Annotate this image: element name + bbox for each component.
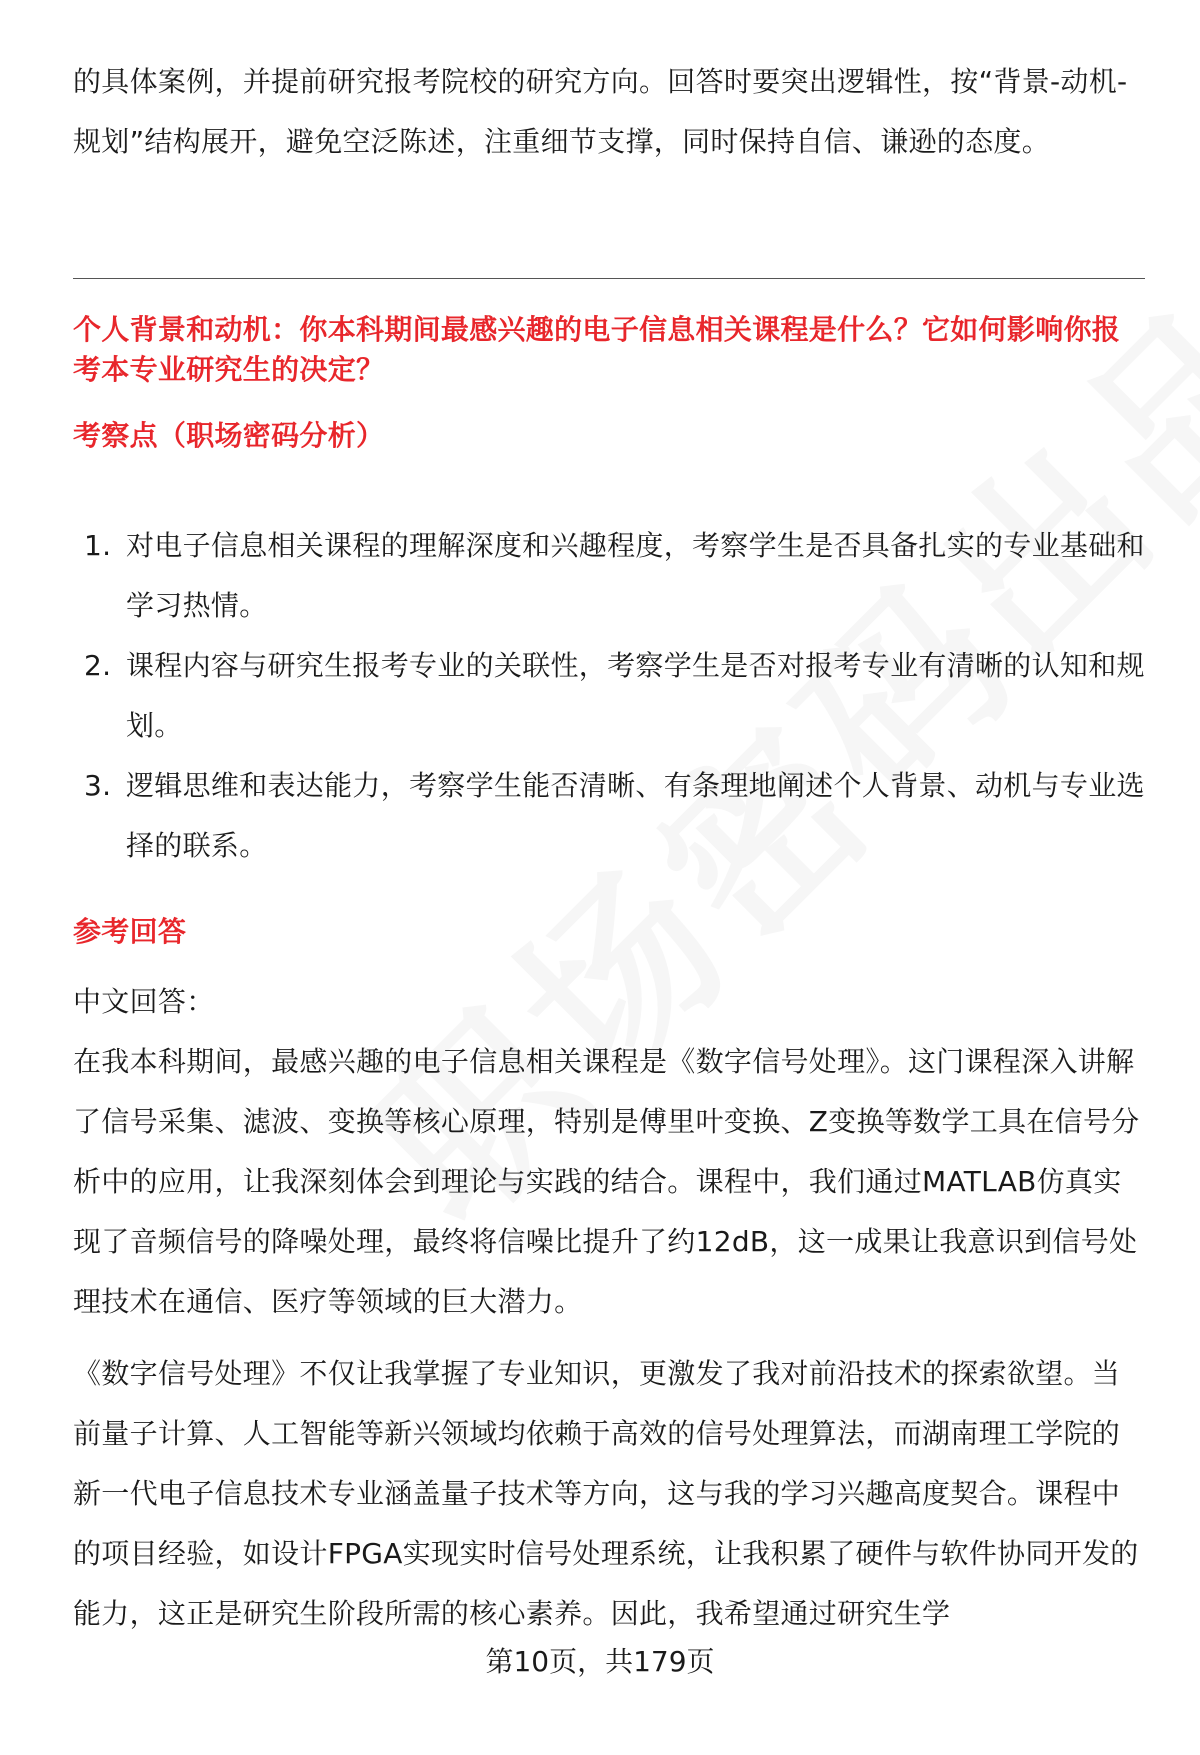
answer-paragraph-1: 在我本科期间，最感兴趣的电子信息相关课程是《数字信号处理》。这门课程深入讲解了信号采集、滤波、变换等核心原理，特别是傅里叶变换、Z变换等数学工具在信号分析中的应用，让我深刻体会到理论与实践的结合。课程中，我们通过MATLAB仿真实现了音频信号的降噪处理，最终将信噪比提升了约12dB，这一成果让我意识到信号处理技术在通信、医疗等领域的巨大潜力。 <box>73 1045 1140 1318</box>
list-item <box>73 636 1145 756</box>
page-number: 第10页，共179页 <box>485 1645 715 1678</box>
list-item-text: 逻辑思维和表达能力，考察学生能否清晰、有条理地阐述个人背景、动机与专业选择的联系。 <box>126 769 1145 862</box>
list-item <box>73 756 1145 876</box>
assessment-heading: 考察点（职场密码分析） <box>73 419 385 452</box>
list-item-text: 课程内容与研究生报考专业的关联性，考察学生是否对报考专业有清晰的认知和规划。 <box>126 649 1145 742</box>
section-divider <box>73 278 1145 279</box>
answer-paragraph-2: 《数字信号处理》不仅让我掌握了专业知识，更激发了我对前沿技术的探索欲望。当前量子计算、人工智能等新兴领域均依赖于高效的信号处理算法，而湖南理工学院的新一代电子信息技术专业涵盖量子技术等方向，这与我的学习兴趣高度契合。课程中的项目经验，如设计FPGA实现实时信号处理系统，让我积累了硬件与软件协同开发的能力，这正是研究生阶段所需的核心素养。因此，我希望通过研究生学 <box>73 1357 1139 1630</box>
list-item-number: 2. <box>84 649 112 682</box>
answer-body <box>73 972 1145 1644</box>
list-item-number: 3. <box>84 769 112 802</box>
answer-label: 中文回答： <box>73 985 215 1018</box>
answer-heading: 参考回答 <box>73 915 187 948</box>
question-heading: 个人背景和动机：你本科期间最感兴趣的电子信息相关课程是什么？它如何影响你报考本专业研究生的决定？ <box>73 313 1121 386</box>
list-item <box>73 516 1145 636</box>
assessment-list <box>73 516 1145 876</box>
list-item-text: 对电子信息相关课程的理解深度和兴趣程度，考察学生是否具备扎实的专业基础和学习热情。 <box>126 529 1145 622</box>
intro-paragraph: 的具体案例，并提前研究报考院校的研究方向。回答时要突出逻辑性，按“背景-动机-规划”结构展开，避免空泛陈述，注重细节支撑，同时保持自信、谦逊的态度。 <box>73 65 1128 158</box>
list-item-number: 1. <box>84 529 112 562</box>
